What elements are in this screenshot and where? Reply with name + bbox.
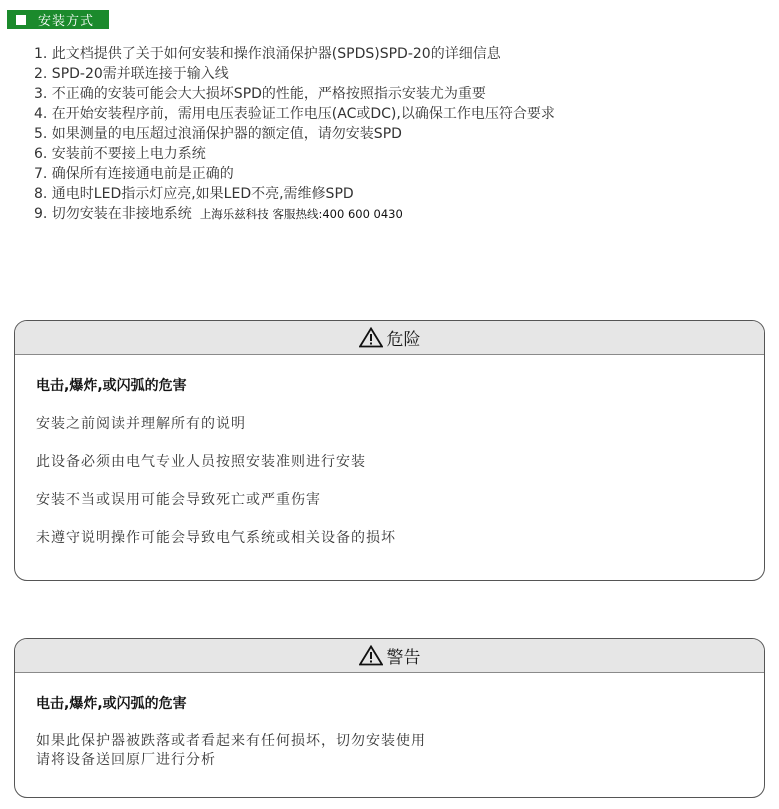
step-item: 4. 在开始安装程序前，需用电压表验证工作电压(AC或DC),以确保工作电压符合要求 [34, 106, 555, 122]
step-item: 8. 通电时LED指示灯应亮,如果LED不亮,需维修SPD [34, 186, 354, 202]
danger-line: 此设备必须由电气专业人员按照安装准则进行安装 [36, 454, 366, 470]
step-item: 2. SPD-20需并联连接于输入线 [34, 66, 229, 82]
section-header [7, 10, 109, 29]
danger-box-header [15, 321, 764, 355]
hazard-heading: 电击,爆炸,或闪弧的危害 [36, 378, 187, 394]
step-item: 6. 安装前不要接上电力系统 [34, 146, 206, 162]
danger-line: 未遵守说明操作可能会导致电气系统或相关设备的损坏 [36, 530, 396, 546]
danger-line: 安装之前阅读并理解所有的说明 [36, 416, 246, 432]
section-title: 安装方式 [38, 14, 95, 29]
warning-triangle-icon [359, 645, 383, 666]
danger-line: 安装不当或误用可能会导致死亡或严重伤害 [36, 492, 321, 508]
step-item-last [34, 204, 555, 224]
danger-box [14, 320, 765, 581]
warning-line: 请将设备送回原厂进行分析 [36, 752, 216, 768]
square-bullet-icon [16, 15, 26, 25]
danger-title: 危险 [386, 330, 421, 350]
warning-title: 警告 [386, 648, 421, 668]
warning-triangle-icon [359, 327, 383, 348]
hazard-heading: 电击,爆炸,或闪弧的危害 [36, 696, 187, 712]
step-item: 7. 确保所有连接通电前是正确的 [34, 166, 234, 182]
warning-box-header [15, 639, 764, 673]
step-item: 5. 如果测量的电压超过浪涌保护器的额定值，请勿安装SPD [34, 126, 402, 142]
step-item: 1. 此文档提供了关于如何安装和操作浪涌保护器(SPDS)SPD-20的详细信息 [34, 46, 501, 62]
hotline-text: 上海乐兹科技 客服热线:400 600 0430 [199, 207, 403, 221]
warning-line: 如果此保护器被跌落或者看起来有任何损坏，切勿安装使用 [36, 733, 426, 749]
step-item: 3. 不正确的安装可能会大大损坏SPD的性能，严格按照指示安装尤为重要 [34, 86, 486, 102]
warning-box [14, 638, 765, 798]
step-text: 9. 切勿安装在非接地系统 [34, 206, 192, 222]
installation-steps-list [34, 44, 555, 224]
